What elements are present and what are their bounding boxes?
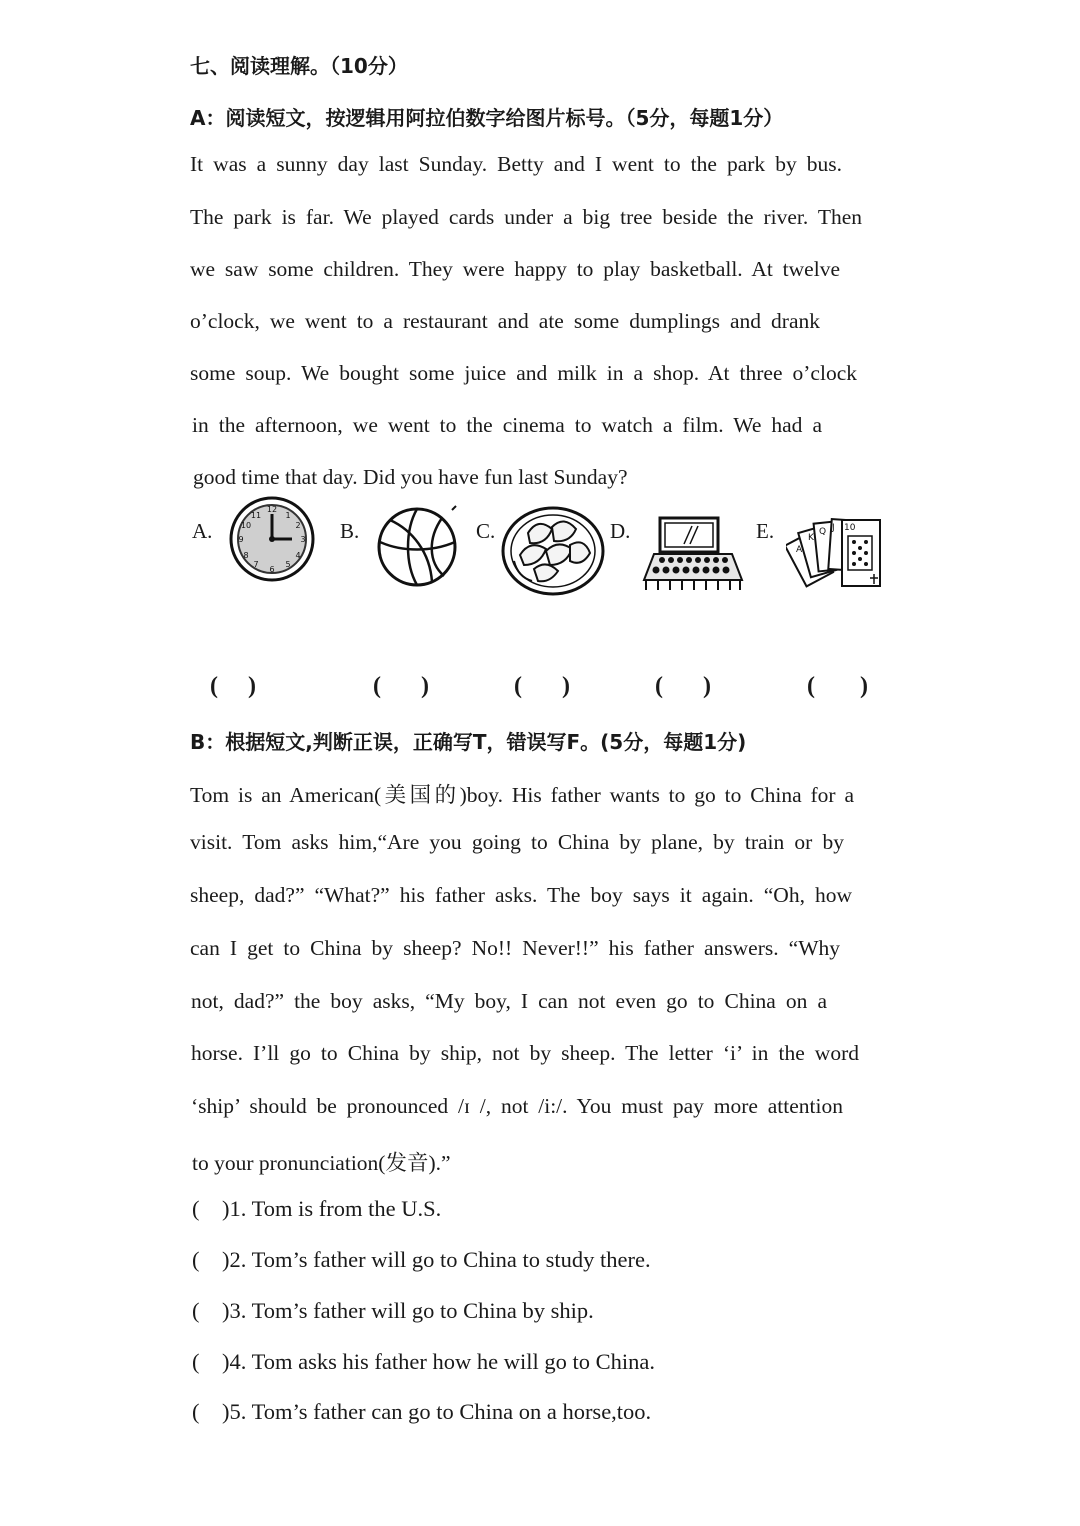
- answer-paren-2[interactable]: ( ): [192, 1247, 230, 1272]
- svg-text:4: 4: [295, 551, 301, 560]
- part-b-line-7: ‘ship’ should be pronounced /ɪ /, not /i:/. You must pay more attention: [191, 1094, 843, 1118]
- answer-blank-e[interactable]: ( ): [807, 673, 868, 699]
- part-b-line-3: sheep, dad?” “What?” his father asks. The boy says it again. “Oh, how: [190, 883, 852, 907]
- dumplings-icon: [500, 505, 606, 597]
- answer-paren-3[interactable]: ( ): [192, 1298, 230, 1323]
- part-b-line-6: horse. I’ll go to China by ship, not by sheep. The letter ‘i’ in the word: [191, 1041, 859, 1065]
- part-a-line-5: some soup. We bought some juice and milk in a shop. At three o’clock: [190, 361, 857, 385]
- question-1: [192, 1196, 441, 1222]
- part-b-line-1: Tom is an American(美国的)boy. His father wants to go to China for a: [190, 783, 854, 807]
- answer-blank-c[interactable]: ( ): [514, 673, 570, 699]
- question-4: [192, 1349, 655, 1375]
- svg-text:K: K: [808, 533, 814, 543]
- answer-blank-b[interactable]: ( ): [373, 673, 429, 699]
- svg-text:8: 8: [243, 551, 249, 560]
- basketball-icon: [372, 502, 462, 588]
- picture-label-e: E.: [756, 519, 775, 543]
- picture-label-d: D.: [610, 519, 631, 543]
- picture-label-a: A.: [192, 519, 213, 543]
- part-b-line-2: visit. Tom asks him,“Are you going to China by plane, by train or by: [190, 830, 844, 854]
- svg-text:3: 3: [300, 535, 306, 544]
- playing-cards-icon: [786, 512, 886, 604]
- svg-text:5: 5: [285, 560, 291, 569]
- svg-text:12: 12: [266, 505, 278, 514]
- question-text-4: 4. Tom asks his father how he will go to China.: [229, 1349, 655, 1374]
- cinema-icon: [640, 514, 748, 594]
- section-title: 七、阅读理解。（10分）: [190, 54, 408, 78]
- answer-paren-4[interactable]: ( ): [192, 1349, 230, 1374]
- part-b-instruction: B：根据短文,判断正误，正确写T，错误写F。(5分，每题1分): [190, 730, 747, 754]
- question-5: [192, 1399, 651, 1425]
- svg-text:2: 2: [295, 521, 301, 530]
- svg-text:1: 1: [285, 511, 291, 520]
- question-2: [192, 1247, 651, 1273]
- part-a-line-3: we saw some children. They were happy to play basketball. At twelve: [190, 257, 840, 281]
- part-a-instruction: A：阅读短文，按逻辑用阿拉伯数字给图片标号。（5分，每题1分）: [190, 106, 784, 130]
- part-b-line-4: can I get to China by sheep? No!! Never!!” his father answers. “Why: [190, 936, 840, 960]
- svg-text:11: 11: [250, 511, 262, 520]
- part-b-line-5: not, dad?” the boy asks, “My boy, I can not even go to China on a: [191, 989, 827, 1013]
- part-a-line-2: The park is far. We played cards under a big tree beside the river. Then: [190, 205, 862, 229]
- picture-label-c: C.: [476, 519, 496, 543]
- picture-label-b: B.: [340, 519, 360, 543]
- answer-blank-a[interactable]: ( ): [210, 673, 256, 699]
- question-text-3: 3. Tom’s father will go to China by ship.: [229, 1298, 594, 1323]
- question-text-1: 1. Tom is from the U.S.: [229, 1196, 442, 1221]
- answer-paren-1[interactable]: ( ): [192, 1196, 230, 1221]
- question-text-5: 5. Tom’s father can go to China on a horse,too.: [229, 1399, 652, 1424]
- part-a-line-1: It was a sunny day last Sunday. Betty and I went to the park by bus.: [190, 152, 842, 176]
- part-a-line-4: o’clock, we went to a restaurant and ate some dumplings and drank: [190, 309, 820, 333]
- svg-text:10: 10: [844, 523, 856, 533]
- answer-blank-d[interactable]: ( ): [655, 673, 711, 699]
- question-text-2: 2. Tom’s father will go to China to study there.: [229, 1247, 651, 1272]
- svg-text:6: 6: [269, 565, 275, 574]
- svg-text:9: 9: [238, 535, 244, 544]
- part-b-line-8: to your pronunciation(发音).”: [192, 1151, 451, 1175]
- clock-icon: [226, 496, 318, 582]
- part-a-line-6: in the afternoon, we went to the cinema to watch a film. We had a: [192, 413, 822, 437]
- svg-text:J: J: [832, 523, 835, 533]
- svg-text:Q: Q: [819, 527, 827, 537]
- svg-text:7: 7: [253, 560, 259, 569]
- svg-text:A: A: [796, 545, 803, 555]
- svg-text:10: 10: [240, 521, 252, 530]
- answer-paren-5[interactable]: ( ): [192, 1399, 230, 1424]
- question-3: [192, 1298, 594, 1324]
- part-a-line-7: good time that day. Did you have fun last Sunday?: [193, 465, 628, 489]
